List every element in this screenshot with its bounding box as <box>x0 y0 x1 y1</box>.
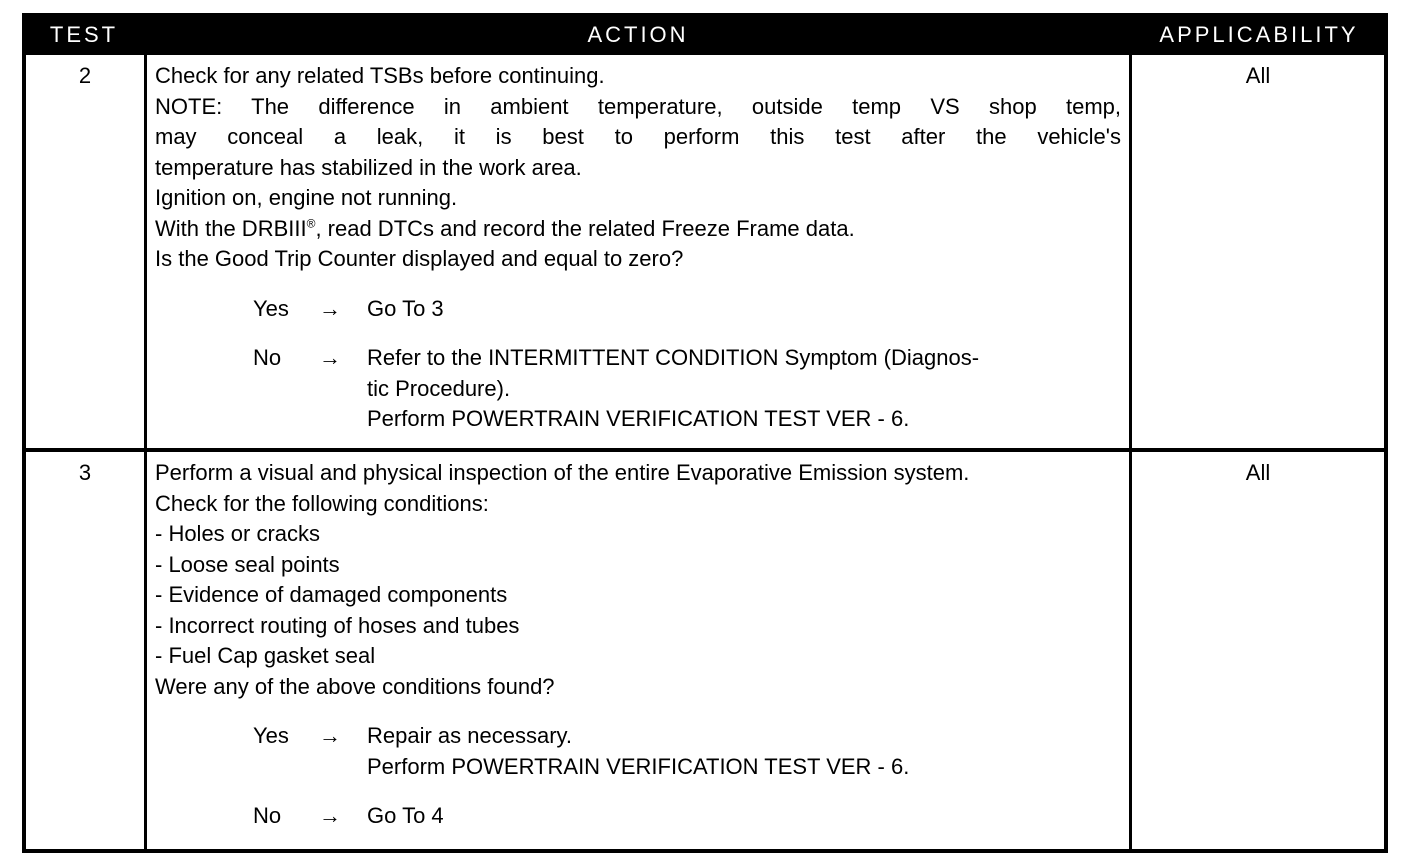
header-applicability: APPLICABILITY <box>1159 22 1359 47</box>
action-line: - Fuel Cap gasket seal <box>155 643 376 668</box>
row-3-applicability: All <box>1132 452 1384 849</box>
action-line: - Holes or cracks <box>155 521 321 546</box>
no-label: No <box>253 803 282 828</box>
no-label: No <box>253 345 282 370</box>
diagnostic-table <box>22 13 1388 853</box>
row-3-test-number: 3 <box>26 452 144 849</box>
action-line: - Loose seal points <box>155 551 340 577</box>
arrow-right-icon: → <box>319 295 341 321</box>
row-2-applicability: All <box>1132 55 1384 448</box>
yes-result: Perform POWERTRAIN VERIFICATION TEST VER - 6. <box>367 753 910 779</box>
action-line: Ignition on, engine not running. <box>155 185 458 210</box>
yes-result: Repair as necessary. <box>367 723 573 748</box>
drbiii-text: With the DRBIII <box>155 215 307 241</box>
action-line: - Evidence of damaged components <box>155 582 508 607</box>
action-line: Check for any related TSBs before continuing. <box>155 63 605 88</box>
table-header <box>22 13 1388 55</box>
no-result: Refer to the INTERMITTENT CONDITION Symptom (Diagnos- <box>367 345 980 370</box>
no-answer <box>155 801 1121 832</box>
action-line: Check for the following conditions: <box>155 490 489 516</box>
action-line: may conceal a leak, it is best to perform this test after the vehicle's <box>155 124 1121 149</box>
no-answer <box>155 343 1121 374</box>
yes-answer <box>155 294 1121 325</box>
no-result: Perform POWERTRAIN VERIFICATION TEST VER - 6. <box>367 406 910 431</box>
row-2-action <box>147 55 1129 448</box>
action-line: NOTE: The difference in ambient temperature, outside temp VS shop temp, <box>155 93 1121 119</box>
yes-label: Yes <box>253 723 289 748</box>
arrow-right-icon: → <box>319 803 341 828</box>
no-result: tic Procedure). <box>367 375 511 401</box>
header-action: ACTION <box>587 22 689 47</box>
yes-label: Yes <box>253 295 289 321</box>
arrow-right-icon: → <box>319 345 341 370</box>
action-line <box>155 214 1121 245</box>
action-line: Perform a visual and physical inspection of the entire Evaporative Emission system. <box>155 460 970 485</box>
action-line: Is the Good Trip Counter displayed and equal to zero? <box>155 246 684 271</box>
action-line-rest: , read DTCs and record the related Freeze Frame data. <box>315 215 855 241</box>
header-test: TEST <box>49 22 119 47</box>
registered-mark: ® <box>306 216 316 231</box>
no-result: Go To 4 <box>367 803 444 828</box>
arrow-right-icon: → <box>319 723 341 748</box>
action-line: - Incorrect routing of hoses and tubes <box>155 612 520 638</box>
action-line: Were any of the above conditions found? <box>155 673 555 699</box>
action-line: temperature has stabilized in the work area. <box>155 154 582 180</box>
row-2-test-number: 2 <box>26 55 144 448</box>
yes-result: Go To 3 <box>367 295 444 321</box>
row-3-action <box>147 452 1129 849</box>
yes-answer <box>155 721 1121 752</box>
